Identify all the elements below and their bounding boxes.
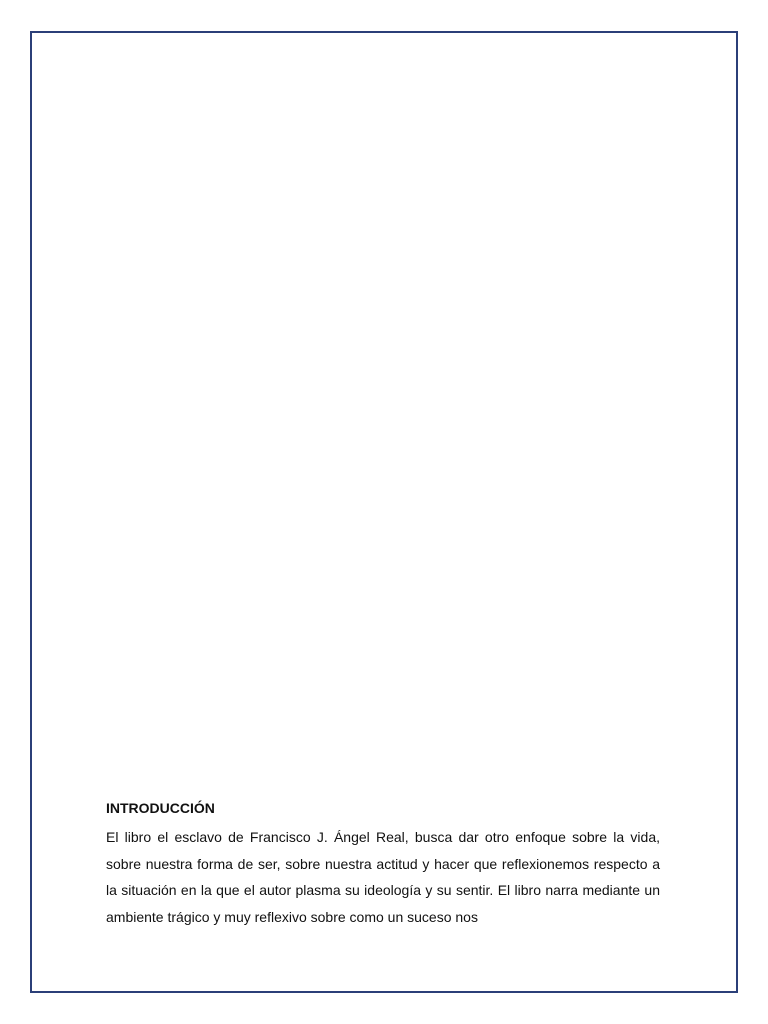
intro-paragraph: El libro el esclavo de Francisco J. Ángel Real, busca dar otro enfoque sobre la vida, sobre nuestra forma de ser, sobre nuestra actitud y hacer que reflexionemos respecto a la situación en la que el autor plasma su ideología y su sentir. El libro narra mediante un ambiente trágico y muy reflexivo sobre como un suceso nos (106, 829, 660, 925)
document-content (106, 800, 660, 930)
section-heading: INTRODUCCIÓN (106, 800, 215, 816)
